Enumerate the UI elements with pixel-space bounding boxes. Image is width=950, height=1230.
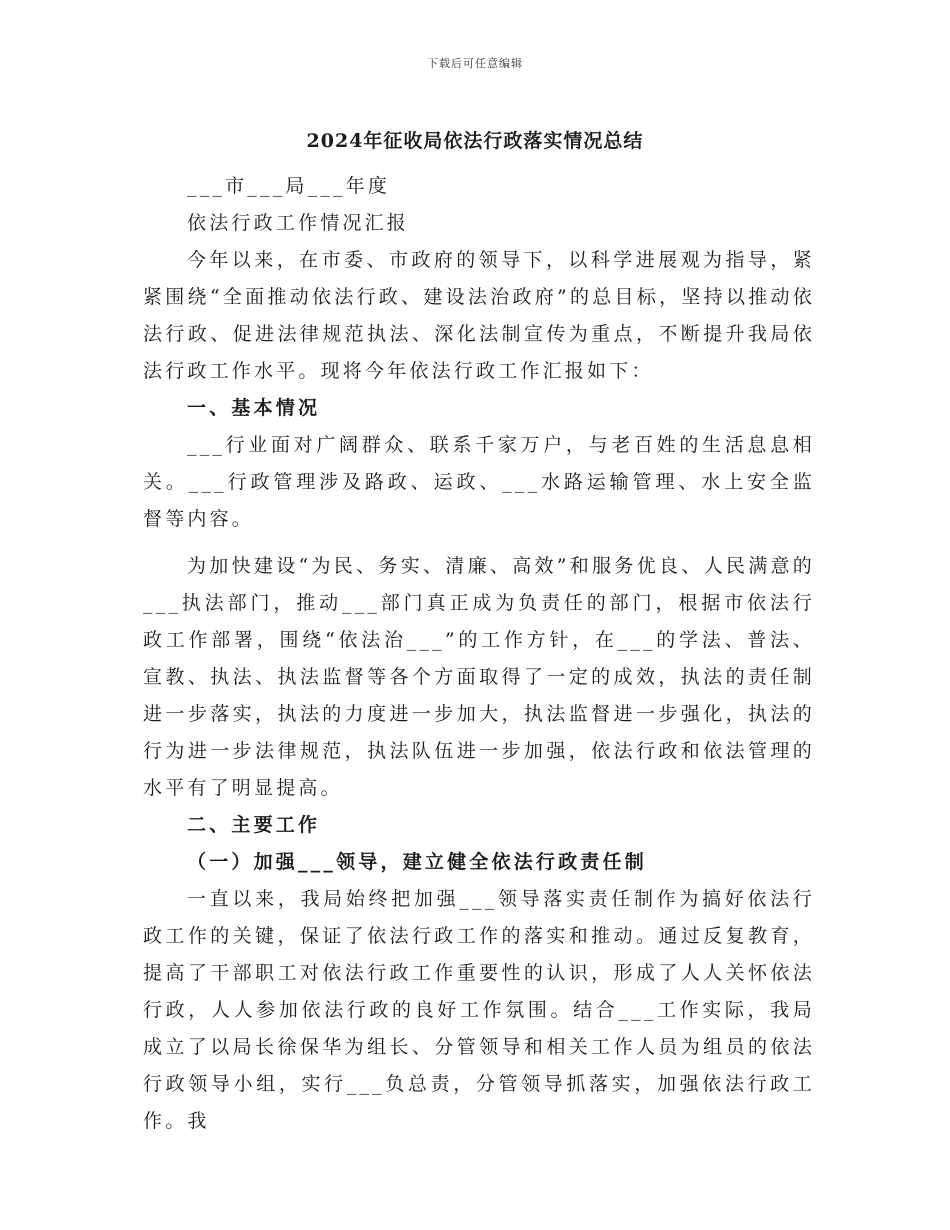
page-header-note: 下载后可任意编辑 bbox=[427, 57, 523, 70]
paragraph: 为加快建设“为民、务实、清廉、高效”和服务优良、人民满意的___执法部门，推动___部门真正成为负责任的部门，根据市依法行政工作部署，围绕“依法治___”的工作方针，在___的学法、普法、宣教、执法、执法监督等各个方面取得了一定的成效，执法的责任制进一步落实，执法的力度进一步加大，执法监督进一步强化，执法的行为进一步法律规范，执法队伍进一步加强，依法行政和依法管理的水平有了明显提高。 bbox=[143, 555, 815, 799]
document-title: 2024年征收局依法行政落实情况总结 bbox=[306, 130, 644, 152]
paragraph: ___行业面对广阔群众、联系千家万户，与老百姓的生活息息相关。___行政管理涉及路政、运政、___水路运输管理、水上安全监督等内容。 bbox=[143, 434, 815, 530]
paragraph-spacer bbox=[143, 538, 815, 548]
paragraph: 今年以来，在市委、市政府的领导下，以科学进展观为指导，紧紧围绕“全面推动依法行政、建设法治政府”的总目标，坚持以推动依法行政、促进法律规范执法、深化法制宣传为重点，不断提升我局依法行政工作水平。现将今年依法行政工作汇报如下： bbox=[143, 249, 815, 382]
document-body bbox=[143, 168, 815, 1140]
paragraph: 一直以来，我局始终把加强___领导落实责任制作为搞好依法行政工作的关键，保证了依法行政工作的落实和推动。通过反复教育，提高了干部职工对依法行政工作重要性的认识，形成了人人关怀依法行政，人人参加依法行政的良好工作氛围。结合___工作实际，我局成立了以局长徐保华为组长、分管领导和相关工作人员为组员的依法行政领导小组，实行___负总责，分管领导抓落实，加强依法行政工作。我 bbox=[143, 888, 815, 1132]
subtitle-line: 依法行政工作情况汇报 bbox=[187, 212, 410, 234]
section-heading: 二、主要工作 bbox=[187, 814, 321, 836]
section-heading: 一、基本情况 bbox=[187, 397, 321, 419]
subsection-heading: （一）加强___领导，建立健全依法行政责任制 bbox=[187, 851, 647, 873]
subtitle-line: ___市___局___年度 bbox=[187, 175, 391, 197]
